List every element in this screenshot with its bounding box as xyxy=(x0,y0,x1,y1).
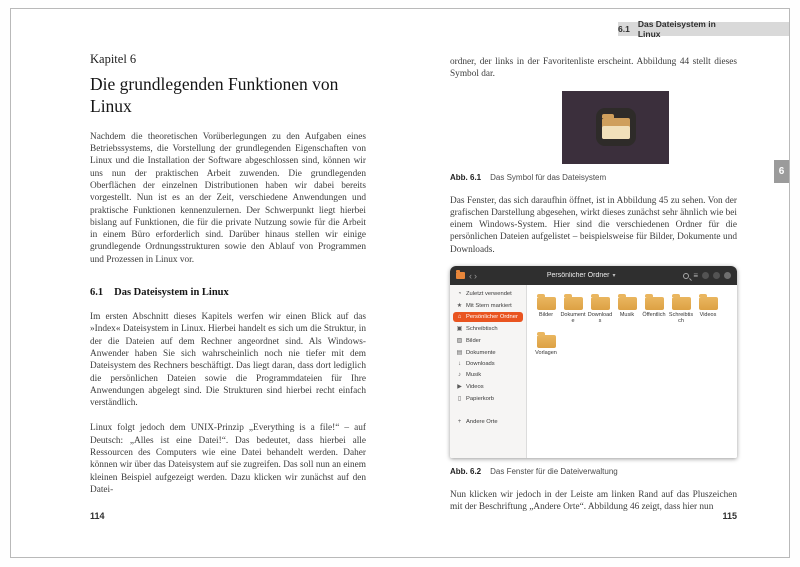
desktop-icon: ▣ xyxy=(456,326,463,333)
section-number: 6.1 xyxy=(90,287,104,299)
fm-sidebar xyxy=(450,285,527,458)
section-heading xyxy=(90,287,366,298)
fm-sidebar-item-downloads: ↓ Downloads xyxy=(458,361,495,368)
fm-folder: Bilder xyxy=(533,294,559,325)
paragraph: Nun klicken wir jedoch in der Leiste am linken Rand auf das Pluszeichen mit der Beschriftung „Andere Orte“. Abbildung 46 zeigt, dass hier nun xyxy=(450,490,737,513)
back-icon: ‹ xyxy=(469,270,474,281)
right-page xyxy=(450,52,737,514)
figure-caption-label: Abb. 6.2 xyxy=(450,467,482,477)
figure-caption xyxy=(450,467,737,476)
fm-sidebar-item-other-locations: + Andere Orte xyxy=(457,419,498,426)
left-page xyxy=(90,52,366,496)
search-icon xyxy=(683,273,689,279)
fm-sidebar-item-pictures: ▨ Bilder xyxy=(456,337,481,345)
chevron-down-icon: ▾ xyxy=(612,273,616,280)
fm-window-title: Persönlicher Ordner ▾ xyxy=(546,272,616,280)
files-app-mini-icon xyxy=(456,272,465,279)
paragraph: Linux folgt jedoch dem UNIX-Prinzip „Everything is a file!“ – auf Deutsch: „Alles ist eine Datei!“. Das bedeutet, dass hierbei alle Ressourcen des Computers wie eine Datei behandelt werden. Daher können wir über das Dateisystem auf sie zugreifen. Das soll nun an einem kleinen Beispiel aufgezeigt werden. Dazu klicken wir zunächst auf den Datei- xyxy=(90,423,366,495)
fm-sidebar-item-starred: ★ Mit Stern markiert xyxy=(456,302,512,310)
forward-icon: › xyxy=(474,270,479,281)
paragraph: ordner, der links in der Favoritenliste erscheint. Abbildung 44 stellt dieses Symbol dar. xyxy=(450,57,737,80)
fm-folder-grid xyxy=(527,285,737,458)
fm-body xyxy=(450,285,737,458)
files-app-icon xyxy=(596,108,636,146)
folder-icon xyxy=(591,297,610,310)
figure-caption-text: Das Symbol für das Dateisystem xyxy=(490,172,607,182)
paragraph: Das Fenster, das sich daraufhin öffnet, ist in Abbildung 45 zu sehen. Von der grafischen Darstellung abgesehen, wirkt dieses zunächst sehr ähnlich wie bei einem Windows-System. Hier sind die verschiedenen Ordner für die persönlichen Dateien aufgelistet – beispielsweise für Bilder, Dokumente und Downloads. xyxy=(450,195,737,255)
image-icon: ▨ xyxy=(456,338,463,345)
trash-icon: ▯ xyxy=(457,396,462,403)
figure-caption-label: Abb. 6.1 xyxy=(450,172,482,182)
chapter-label: Kapitel 6 xyxy=(90,52,137,66)
fm-sidebar-item-desktop: ▣ Schreibtisch xyxy=(456,325,498,333)
chapter-edge-tab: 6 xyxy=(774,160,789,183)
menu-icon: ≡ xyxy=(693,271,698,281)
chapter-title: Die grundlegenden Funktionen von Linux xyxy=(90,74,339,116)
folder-icon xyxy=(537,335,556,348)
fm-sidebar-item-documents: ▤ Dokumente xyxy=(456,349,496,357)
fm-sidebar-item-videos: ▶ Videos xyxy=(457,383,484,391)
folder-icon xyxy=(699,297,718,310)
video-icon: ▶ xyxy=(457,384,462,391)
fm-folder: Schreibtisch xyxy=(668,294,694,325)
folder-icon xyxy=(537,297,556,310)
home-icon: ⌂ xyxy=(457,314,462,321)
clock-icon: ◔ xyxy=(457,291,462,298)
fm-folder: Downloads xyxy=(587,294,613,325)
folder-icon xyxy=(672,297,691,310)
close-button xyxy=(724,272,731,279)
figure-caption xyxy=(450,173,737,182)
running-header-number: 6.1 xyxy=(618,24,630,34)
fm-folder: Videos xyxy=(695,294,721,325)
fm-folder: Öffentlich xyxy=(641,294,667,325)
page-number-right: 115 xyxy=(722,511,737,521)
star-icon: ★ xyxy=(456,303,463,310)
fm-sidebar-item-trash: ▯ Papierkorb xyxy=(457,395,495,403)
section-title: Das Dateisystem in Linux xyxy=(114,287,229,299)
fm-titlebar xyxy=(450,266,737,285)
paragraph: Im ersten Abschnitt dieses Kapitels werfen wir einen Blick auf das »Index« Dateisystem in Linux. Hierbei handelt es sich um die Struktur, in der die Dateien auf dem Rechner angeordnet sind. Als Windows-Anwender haben Sie sich wahrscheinlich noch nie tiefer mit dem Dateisystem des Rechners beschäftigt. Das liegt daran, dass dort lediglich die persönlichen Dateien sowie die Programmdateien für Ihre Anwendungen abgelegt sind. Die Strukturen sind hierbei recht einfach verständlich. xyxy=(90,312,366,409)
folder-front-shape xyxy=(602,126,630,139)
plus-icon: + xyxy=(457,419,462,426)
fm-folder: Vorlagen xyxy=(533,332,559,356)
document-icon: ▤ xyxy=(456,350,463,357)
figure-files-app-icon xyxy=(562,91,669,164)
folder-icon xyxy=(645,297,664,310)
minimize-button xyxy=(702,272,709,279)
folder-icon xyxy=(564,297,583,310)
paragraph: Nachdem die theoretischen Vorüberlegungen zu den Aufgaben eines Betriebssystems, die Vorstellung der grundlegenden Eigenschaften von Linux und die Installation der Software abgeschlossen sind, können wir uns nun der praktischen Arbeit zuwenden. Die grundlegenden Oberflächen der einzelnen Distributionen haben wir dabei bereits vorgestellt. Nun ist es an der Zeit, verschiedene Anwendungen und praktische Funktionen kennenzulernen. Der Schwerpunkt liegt hierbei bislang auf Funktionen, die für die private Nutzung sowie für die Arbeit in einem Büro erforderlich sind. Darüber hinaus stellen wir einige grundlegende Ordnungsstrukturen sowie den Ablauf von Programmen und Prozessen in Linux vor. xyxy=(90,131,366,265)
page-number-left: 114 xyxy=(90,511,105,521)
fm-sidebar-item-home: ⌂ Persönlicher Ordner xyxy=(453,312,523,322)
running-header-title: Das Dateisystem in Linux xyxy=(637,19,716,39)
fm-folder: Dokumente xyxy=(560,294,586,325)
file-manager-screenshot xyxy=(450,266,737,458)
fm-folder: Musik xyxy=(614,294,640,325)
figure-caption-text: Das Fenster für die Dateiverwaltung xyxy=(490,467,618,477)
download-icon: ↓ xyxy=(458,361,461,368)
maximize-button xyxy=(713,272,720,279)
music-icon: ♪ xyxy=(458,372,461,379)
fm-sidebar-item-recent: ◔ Zuletzt verwendet xyxy=(457,291,512,298)
running-header xyxy=(618,19,789,39)
folder-icon xyxy=(618,297,637,310)
fm-sidebar-item-music: ♪ Musik xyxy=(458,372,482,379)
